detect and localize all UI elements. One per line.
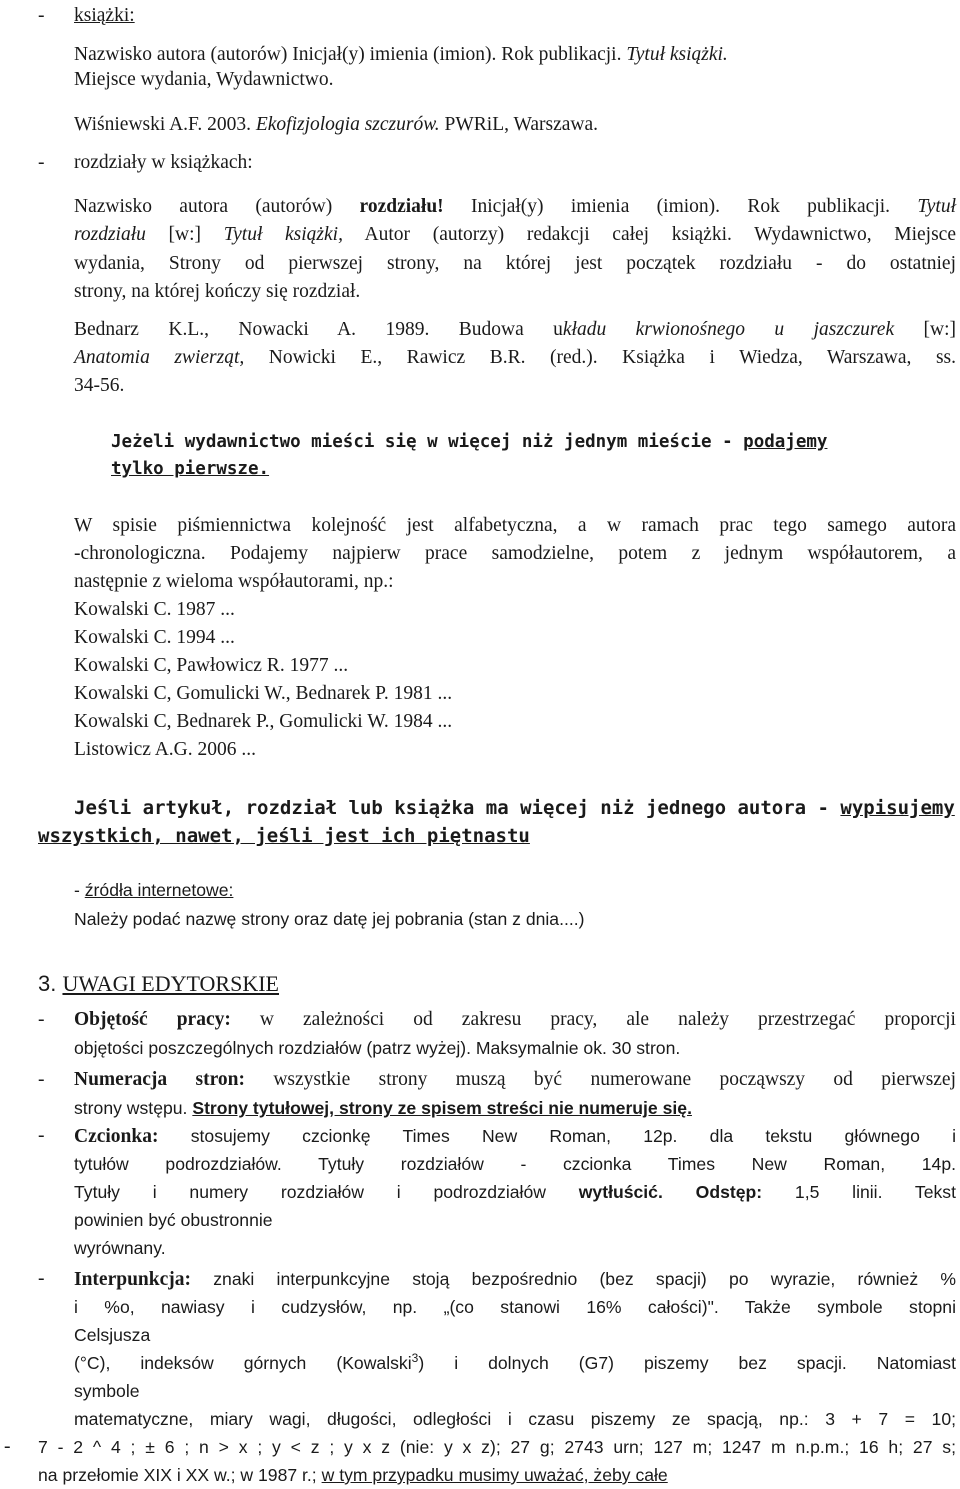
order-line-2: -chronologiczna. Podajemy najpierw prace samodzielne, potem z jednym współautorem, a bbox=[74, 543, 956, 564]
chapters-example-line-2: Anatomia zwierząt, Nowicki E., Rawicz B.R. (red.). Książka i Wiedza, Warszawa, ss. bbox=[74, 347, 956, 368]
chapters-heading: rozdziały w książkach: bbox=[74, 152, 253, 173]
chapters-format-line-3: wydania, Strony od pierwszej strony, na której jest początek rozdziału - do ostatniej bbox=[74, 253, 956, 274]
volume-line-2: objętości poszczególnych rozdziałów (patrz wyżej). Maksymalnie ok. 30 stron. bbox=[74, 1038, 681, 1058]
order-example: Kowalski C, Pawłowicz R. 1977 ... bbox=[74, 655, 349, 676]
list-dash: - bbox=[38, 1069, 45, 1090]
order-example: Kowalski C. 1994 ... bbox=[74, 627, 235, 648]
authors-note-line-1: Jeśli artykuł, rozdział lub książka ma więcej niż jednego autora - wypisujemy bbox=[74, 797, 955, 819]
font-line-1: Czcionka: stosujemy czcionkę Times New Roman, 12p. dla tekstu głównego i bbox=[74, 1126, 956, 1147]
internet-heading: - źródła internetowe: bbox=[74, 880, 234, 900]
publisher-note-line-2: tylko pierwsze. bbox=[111, 459, 270, 479]
authors-note-line-2: wszystkich, nawet, jeśli jest ich piętnastu bbox=[38, 825, 530, 847]
chapters-example-line-1: Bednarz K.L., Nowacki A. 1989. Budowa układu krwionośnego u jaszczurek [w:] bbox=[74, 319, 956, 340]
punct-line-1: Interpunkcja: znaki interpunkcyjne stoją bezpośrednio (bez spacji) po wyrazie, również % bbox=[74, 1269, 956, 1290]
punct-line-4: (°C), indeksów górnych (Kowalski$^3$) i dolnych (G7) piszemy bez spacji. Natomiast bbox=[74, 1351, 956, 1373]
punct-line-2: i %o, nawiasy i cudzysłów, np. „(co stanowi 16% całości)". Także symbole stopni bbox=[74, 1297, 956, 1317]
books-format-line-2: Miejsce wydania, Wydawnictwo. bbox=[74, 69, 334, 90]
list-dash: - bbox=[38, 1009, 45, 1030]
publisher-note-line-1: Jeżeli wydawnictwo mieści się w więcej niż jednym mieście - podajemy bbox=[111, 432, 828, 452]
list-dash: - bbox=[38, 152, 45, 173]
volume-line-1: Objętość pracy: w zależności od zakresu pracy, ale należy przestrzegać proporcji bbox=[74, 1009, 956, 1030]
punct-line-3: Celsjusza bbox=[74, 1325, 151, 1345]
list-dash: - bbox=[38, 1268, 45, 1289]
list-dash: - bbox=[38, 5, 45, 26]
order-example: Listowicz A.G. 2006 ... bbox=[74, 739, 256, 760]
list-dash: - bbox=[38, 1125, 45, 1146]
punct-line-6: matematyczne, miary wagi, długości, odległości i czasu piszemy ze spacją, np.: 3 + 7 = 10; bbox=[74, 1409, 956, 1429]
chapters-format-line-2: rozdziału [w:] Tytuł książki, Autor (autorzy) redakcji całej książki. Wydawnictwo, Miejsce bbox=[74, 224, 956, 245]
chapters-example-line-3: 34-56. bbox=[74, 375, 125, 396]
numbering-line-2: strony wstępu. Strony tytułowej, strony ze spisem streści nie numeruje się. bbox=[74, 1098, 692, 1118]
order-line-1: W spisie piśmiennictwa kolejność jest alfabetyczna, a w ramach prac tego samego autora bbox=[74, 515, 956, 536]
order-example: Kowalski C, Bednarek P., Gomulicki W. 1984 ... bbox=[74, 711, 453, 732]
punct-line-7: 7 - 2 ^ 4 ; ± 6 ; n > x ; y < z ; y x z (nie: y x z); 27 g; 2743 urn; 127 m; 1247 m n.p.m.; 16 h; 27 s; bbox=[38, 1437, 956, 1457]
font-line-2: tytułów podrozdziałów. Tytuły rozdziałów - czcionka Times New Roman, 14p. bbox=[74, 1154, 956, 1174]
punct-line-8: na przełomie XIX i XX w.; w 1987 r.; w tym przypadku musimy uważać, żeby całe bbox=[38, 1465, 668, 1485]
order-line-3: następnie z wieloma współautorami, np.: bbox=[74, 571, 394, 592]
punct-line-5: symbole bbox=[74, 1381, 140, 1401]
books-format-line-1: Nazwisko autora (autorów) Inicjał(y) imienia (imion). Rok publikacji. Tytuł książki. bbox=[74, 44, 728, 65]
list-dash: - bbox=[4, 1436, 11, 1457]
section-3-title: 3. UWAGI EDYTORSKIE bbox=[38, 971, 279, 996]
chapters-format-line-1: Nazwisko autora (autorów) rozdziału! Inicjał(y) imienia (imion). Rok publikacji. Tytuł bbox=[74, 196, 956, 217]
internet-text: Należy podać nazwę strony oraz datę jej pobrania (stan z dnia....) bbox=[74, 909, 585, 929]
chapters-format-line-4: strony, na której kończy się rozdział. bbox=[74, 281, 361, 302]
numbering-line-1: Numeracja stron: wszystkie strony muszą być numerowane począwszy od pierwszej bbox=[74, 1069, 957, 1090]
order-example: Kowalski C. 1987 ... bbox=[74, 599, 235, 620]
books-heading: książki: bbox=[74, 5, 135, 26]
font-line-3: Tytuły i numery rozdziałów i podrozdziałów wytłuścić. Odstęp: 1,5 linii. Tekst bbox=[74, 1182, 956, 1202]
font-line-4: powinien być obustronnie bbox=[74, 1210, 273, 1230]
font-line-5: wyrównany. bbox=[74, 1238, 166, 1258]
books-example: Wiśniewski A.F. 2003. Ekofizjologia szczurów. PWRiL, Warszawa. bbox=[74, 114, 599, 135]
order-example: Kowalski C, Gomulicki W., Bednarek P. 1981 ... bbox=[74, 683, 453, 704]
